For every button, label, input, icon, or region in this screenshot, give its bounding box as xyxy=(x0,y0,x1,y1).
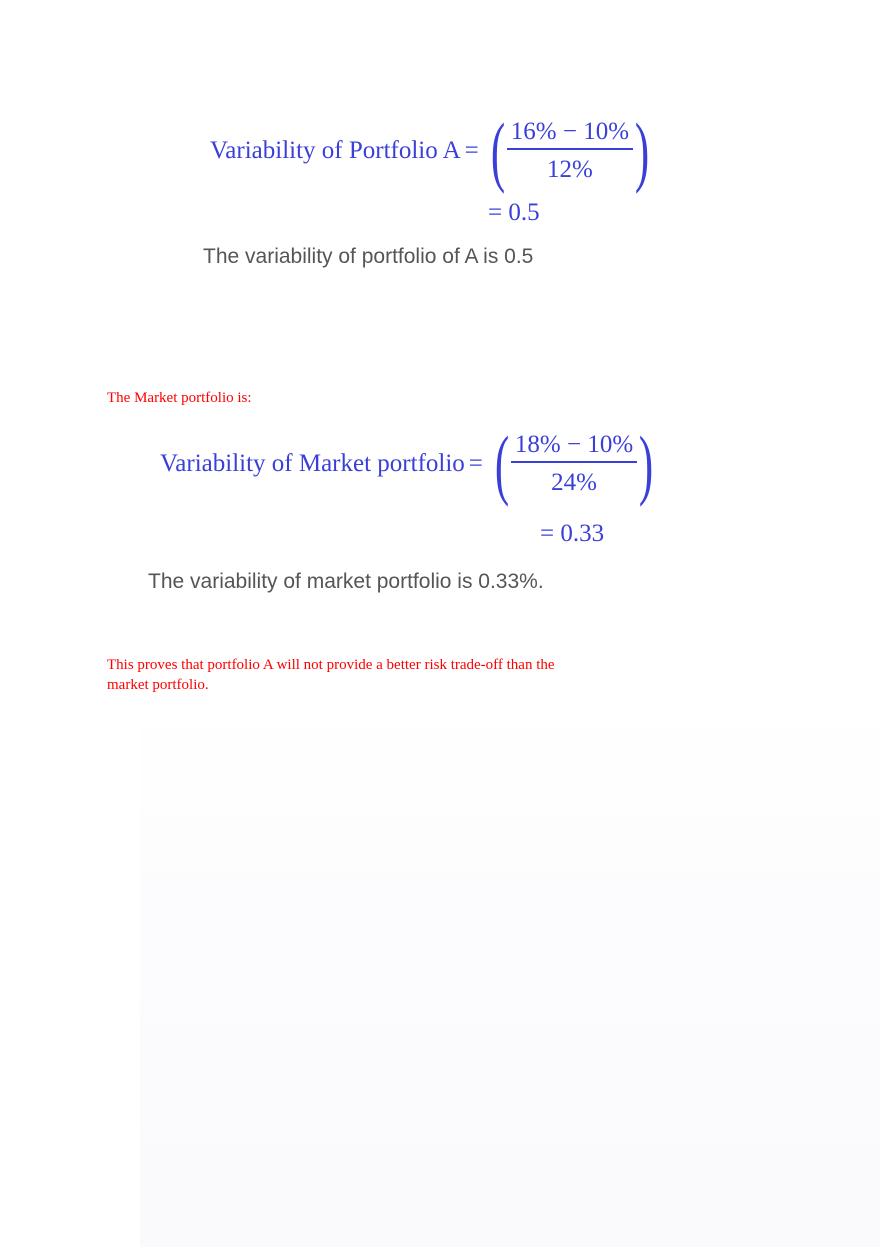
formula-portfolio-a xyxy=(210,107,655,194)
formula-market-fraction xyxy=(511,431,637,497)
formula-a-equals: = xyxy=(464,137,479,164)
formula-market xyxy=(160,420,659,507)
page-background-shade xyxy=(140,700,880,1247)
conclusion-line-2: market portfolio. xyxy=(107,677,209,693)
market-note: The variability of market portfolio is 0.33%. xyxy=(148,570,544,593)
formula-market-left-paren: ( xyxy=(494,420,510,507)
formula-market-denominator: 24% xyxy=(551,469,597,496)
formula-a-left-paren: ( xyxy=(490,107,505,194)
portfolio-a-note: The variability of portfolio of A is 0.5 xyxy=(203,245,534,268)
formula-a-fraction xyxy=(507,118,633,184)
conclusion-paragraph xyxy=(107,655,667,695)
formula-a-numerator: 16% − 10% xyxy=(507,118,633,150)
market-intro-text: The Market portfolio is: xyxy=(107,390,252,406)
formula-a-result: = 0.5 xyxy=(488,199,540,226)
formula-market-numerator: 18% − 10% xyxy=(511,431,637,463)
formula-market-equals: = xyxy=(468,450,483,477)
formula-a-label: Variability of Portfolio A xyxy=(210,137,461,164)
formula-market-label: Variability of Market portfolio xyxy=(160,450,465,477)
formula-market-result: = 0.33 xyxy=(540,520,605,547)
conclusion-line-1: This proves that portfolio A will not provide a better risk trade-off than the xyxy=(107,657,555,673)
formula-market-right-paren: ) xyxy=(638,420,654,507)
formula-a-denominator: 12% xyxy=(546,156,593,183)
formula-a-right-paren: ) xyxy=(634,107,650,194)
